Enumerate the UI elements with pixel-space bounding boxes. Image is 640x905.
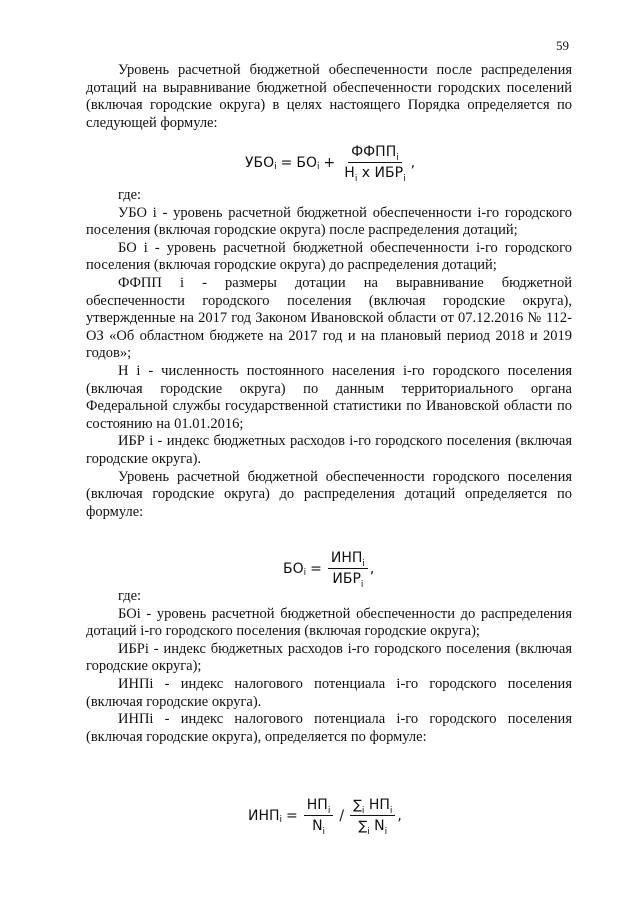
fraction-inp-ibr: $\frac{ИНП_i}{ИБР_i}$ (328, 550, 368, 587)
formula-ubo: УБО i = БО i + $\frac{ФФПП_i}{Н_i х ИБР_i}$ , (245, 144, 416, 184)
definition-inp: ИНПi - индекс налогового потенциала i-го городского поселения (включая городские округа). (86, 675, 572, 710)
page-number: 59 (556, 38, 569, 53)
definition-ubo: УБО i - уровень расчетной бюджетной обеспеченности i-го городского поселения (включая городские округа) после распределения дотаций; (86, 204, 572, 239)
definition-ibr: ИБР i - индекс бюджетных расходов i-го городского поселения (включая городские округа). (86, 433, 572, 467)
fraction-np-n: $\frac{НП_i}{N_i}$ (304, 797, 334, 834)
fraction-sum-np-sum-n: $\frac{\sum_i НП_i}{\sum_i N_i}$ (350, 797, 395, 834)
paragraph-bo-intro: Уровень расчетной бюджетной обеспеченности городского поселения (включая городские округа) до распределения дотаций определяется по формуле: (86, 468, 572, 520)
definitions-block-1 (86, 187, 572, 521)
definition-h: Н i - численность постоянного населения i-го городского поселения (включая городские округа) по данным территориального органа Федеральной службы государственной статистики по Ивановской области по состоянию на 01.01.2016; (86, 362, 572, 432)
definition-bo: БО i - уровень расчетной бюджетной обеспеченности i-го городского поселения (включая городские округа) до распределения дотаций; (86, 239, 572, 274)
where-label-2: где: (118, 588, 142, 604)
formula-bo: БО i = $\frac{ИНП_i}{ИБР_i}$ , (283, 550, 375, 590)
definition-ibr-2: ИБРi - индекс бюджетных расходов i-го городского поселения (включая городские округа); (86, 640, 572, 675)
formula-inp: ИНП i = $\frac{НП_i}{N_i}$ / $\frac{\sum_i НП_i}{\sum_i N_i}$ , (248, 797, 402, 837)
paragraph-inp-intro: ИНПi - индекс налогового потенциала i-го городского поселения (включая городские округа), определяется по формуле: (86, 711, 572, 745)
definition-bo-2: БОi - уровень расчетной бюджетной обеспеченности до распределения дотаций i-го городского поселения (включая городские округа); (86, 605, 572, 640)
fraction-ffpp: $\frac{ФФПП_i}{Н_i х ИБР_i}$ (344, 144, 406, 184)
where-label: где: (118, 187, 142, 203)
definitions-block-2 (86, 588, 572, 746)
sigma-icon: ∑ (353, 798, 362, 813)
intro-block (86, 62, 572, 132)
sigma-icon: ∑ (358, 819, 368, 834)
paragraph-intro: Уровень расчетной бюджетной обеспеченности после распределения дотаций на выравнивание бюджетной обеспеченности городских поселений (включая городские округа) в целях настоящего Порядка определяется по следующей формуле: (86, 62, 572, 131)
definition-ffpp: ФФПП i - размеры дотации на выравнивание бюджетной обеспеченности городского поселения (включая городские округа), утвержденные на 2017 год Законом Ивановской области от 07.12.2016 № 112-ОЗ «Об областном бюджете на 2017 год и на плановый период 2018 и 2019 годов»; (86, 274, 572, 362)
